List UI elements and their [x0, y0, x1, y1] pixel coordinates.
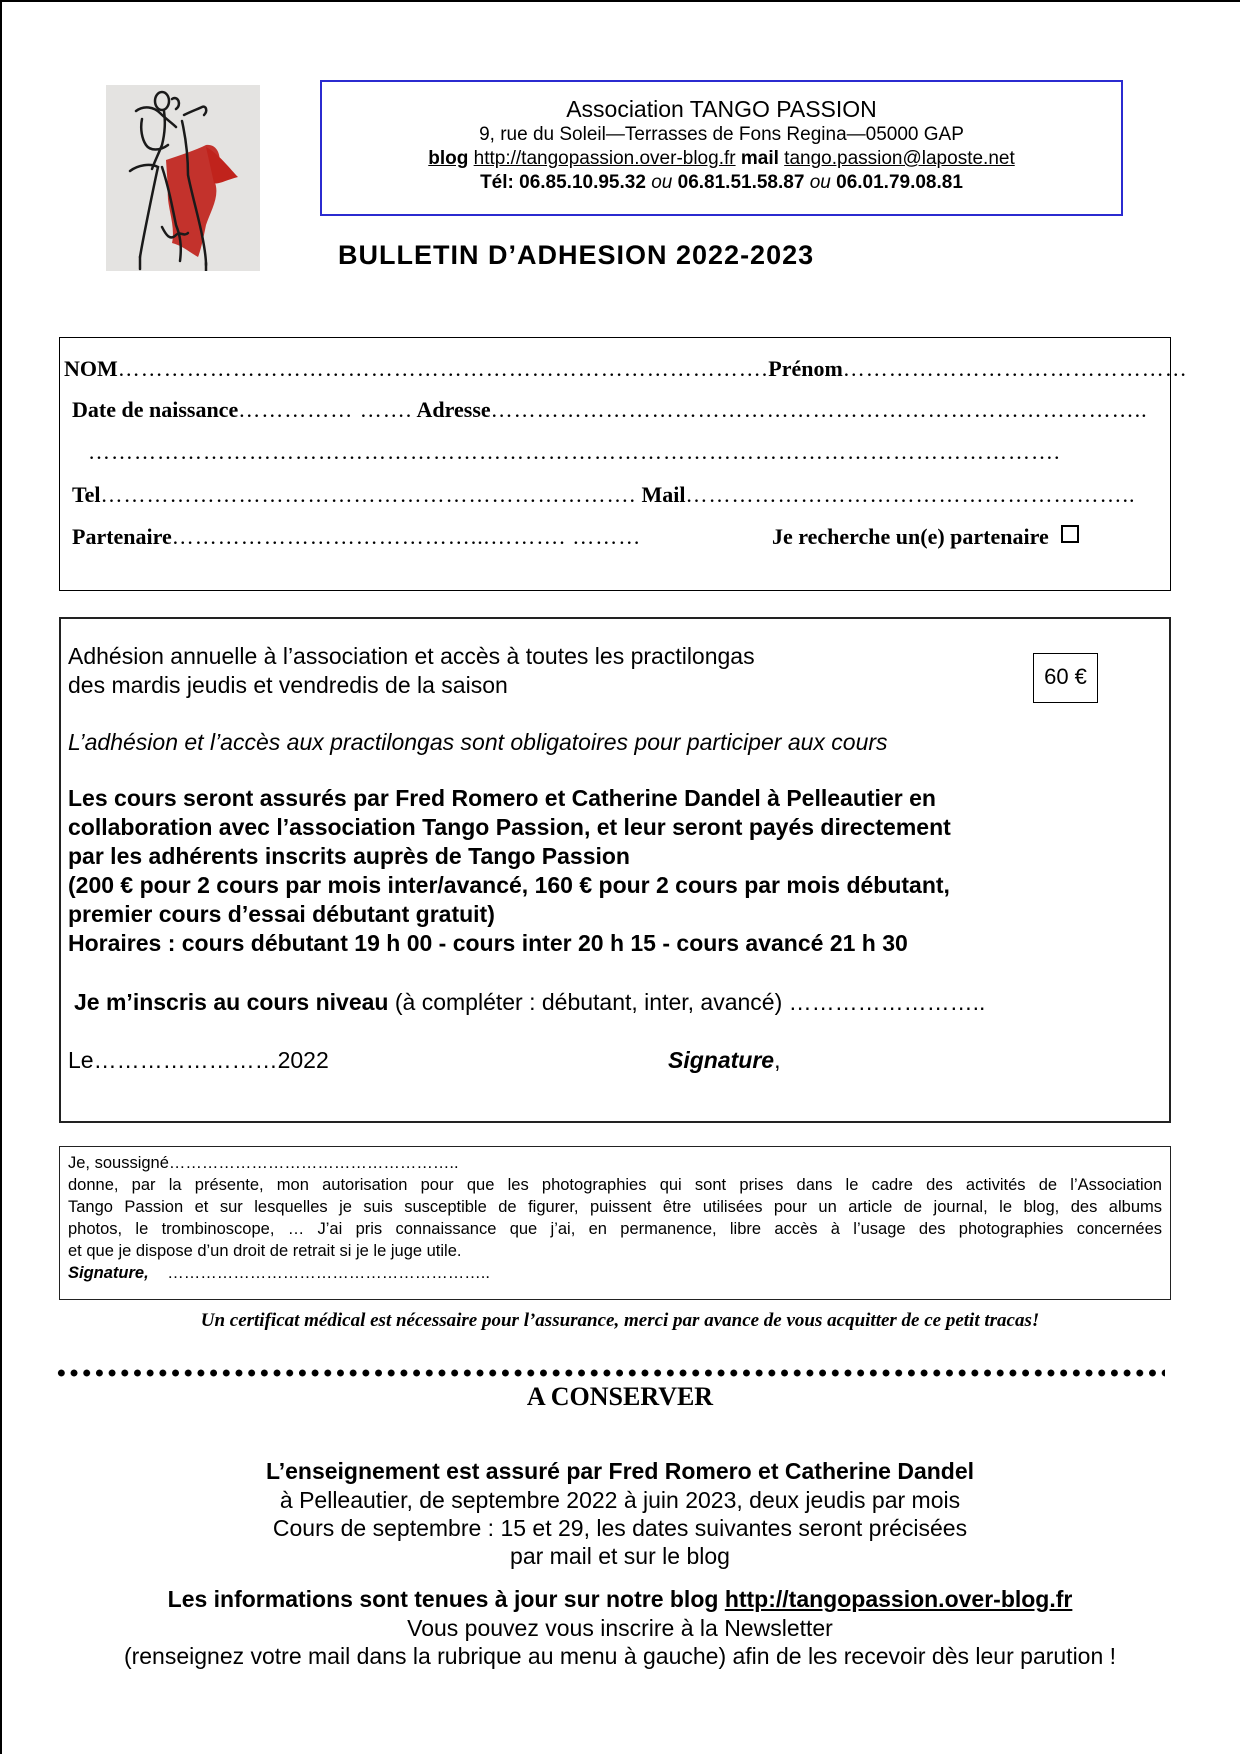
identity-form-box	[59, 337, 1188, 591]
document-title: BULLETIN D’ADHESION 2022-2023	[338, 240, 815, 270]
level-label: Je m’inscris au cours niveau	[74, 989, 389, 1015]
or-word: ou	[651, 172, 673, 193]
birth-address-row	[72, 397, 1148, 423]
prenom-label: Prénom	[768, 356, 843, 381]
phone-line	[322, 171, 1121, 194]
association-header-box	[320, 80, 1123, 216]
consent-signature-row	[68, 1262, 1162, 1284]
courses-line-4: (200 € pour 2 cours par mois inter/avancé, 160 € pour 2 cours par mois débutant,	[68, 872, 950, 898]
level-field[interactable]: (à compléter : débutant, inter, avancé) ……………………..	[394, 989, 986, 1015]
search-partner-label: Je recherche un(e) partenaire	[772, 524, 1049, 549]
signature-comma: ,	[774, 1047, 781, 1073]
partner-row	[72, 524, 641, 550]
contact-line	[322, 147, 1121, 171]
or-word: ou	[809, 172, 831, 193]
prenom-field[interactable]: ………………………………………	[842, 356, 1188, 381]
mail-field[interactable]: …………………………………………………..	[685, 482, 1136, 507]
teaching-line-2: à Pelleautier, de septembre 2022 à juin 2023, deux jeudis par mois	[279, 1487, 961, 1513]
consent-line-5: et que je dispose d’un droit de retrait si je le juge utile.	[68, 1242, 462, 1260]
nom-prenom-row	[64, 356, 1188, 382]
newsletter-line-1: Vous pouvez vous inscrire à la Newsletter	[407, 1615, 833, 1641]
tel-mail-row	[72, 482, 1136, 508]
partner-field[interactable]: …………………………………...………. ………	[171, 524, 642, 549]
membership-line-2: des mardis jeudis et vendredis de la saison	[68, 672, 508, 698]
date-row	[68, 1046, 329, 1075]
courses-line-5: premier cours d’essai débutant gratuit)	[68, 901, 495, 927]
medical-certificate-note: Un certificat médical est nécessaire pour l’assurance, merci par avance de vous acquitter de ce petit tracas!	[200, 1310, 1040, 1331]
signature-row	[668, 1046, 780, 1075]
membership-box	[59, 617, 1171, 1123]
date-year: 2022	[277, 1047, 329, 1073]
mail-link[interactable]: tango.passion@laposte.net	[784, 148, 1015, 169]
teaching-line-4: par mail et sur le blog	[510, 1543, 730, 1569]
mandatory-note: L’adhésion et l’accès aux practilongas sont obligatoires pour participer aux cours	[68, 729, 888, 755]
address-label: Adresse	[416, 397, 491, 422]
signature-label: Signature	[668, 1047, 775, 1073]
org-name: Association TANGO PASSION	[566, 96, 877, 122]
consent-line-3: Tango Passion et sur lesquelles je suis susceptible de figurer, puissent être utilisées pour un article de journal, le blog, des albums	[68, 1198, 1162, 1216]
courses-line-3: par les adhérents inscrits auprès de Tango Passion	[68, 843, 630, 869]
phone-2: 06.81.51.58.87	[677, 172, 805, 193]
blog-label: blog	[428, 148, 469, 169]
schedule-line: Horaires : cours débutant 19 h 00 - cours inter 20 h 15 - cours avancé 21 h 30	[68, 930, 908, 956]
consent-line-4: photos, le trombinoscope, … J’ai pris connaissance que j’ai, en permanence, libre accès à l’usage des photographies concernées	[68, 1220, 1162, 1238]
tango-dancers-logo-icon	[106, 85, 260, 271]
newsletter-line-2: (renseignez votre mail dans la rubrique au menu à gauche) afin de les recevoir dès leur parution !	[123, 1643, 1117, 1669]
mail-label: mail	[740, 148, 779, 169]
photo-consent-box	[59, 1146, 1171, 1300]
search-partner-checkbox[interactable]	[1061, 525, 1079, 543]
cut-line-separator	[55, 1368, 1165, 1378]
search-partner-row	[772, 524, 1079, 550]
tel-field[interactable]: …………………………………………………………….	[100, 482, 637, 507]
address-field[interactable]: …………………………………………………………………………..	[490, 397, 1148, 422]
consent-line-2: donne, par la présente, mon autorisation pour que les photographies qui sont prises dans le cadre des activités de l’Association	[68, 1176, 1162, 1194]
date-prefix: Le	[68, 1047, 94, 1073]
teaching-line-3: Cours de septembre : 15 et 29, les dates suivantes seront précisées	[272, 1515, 968, 1541]
nom-label: NOM	[64, 356, 118, 381]
tel-label: Tel	[72, 482, 101, 507]
partner-label: Partenaire	[72, 524, 172, 549]
phone-1: 06.85.10.95.32	[519, 172, 646, 193]
address-line2-row	[88, 439, 1061, 465]
org-address: 9, rue du Soleil—Terrasses de Fons Regina—05000 GAP	[479, 124, 964, 145]
birth-field[interactable]: …………… …….	[238, 397, 413, 422]
info-line	[0, 1586, 1240, 1613]
phone-3: 06.01.79.08.81	[836, 172, 963, 193]
blog-link[interactable]: http://tangopassion.over-blog.fr	[473, 148, 736, 169]
date-field[interactable]: ……………………	[93, 1047, 278, 1073]
nom-field[interactable]: ………………………………………………………………………….	[117, 356, 769, 381]
membership-line-1: Adhésion annuelle à l’association et accès à toutes les practilongas	[68, 643, 755, 669]
info-prefix: Les informations sont tenues à jour sur notre blog	[167, 1586, 719, 1612]
membership-price: 60 €	[1033, 653, 1098, 703]
consent-signature-field[interactable]: …………………………………………………..	[167, 1264, 490, 1282]
level-row	[74, 988, 985, 1017]
consent-line-1[interactable]: Je, soussigné……………………………………………..	[68, 1154, 459, 1172]
teaching-title: L’enseignement est assuré par Fred Romero et Catherine Dandel	[265, 1458, 975, 1484]
keep-section-heading: A CONSERVER	[526, 1382, 714, 1411]
address-line2-field[interactable]: ……………………………………………………………………………………………………………….	[88, 439, 1061, 464]
mail-label: Mail	[641, 482, 686, 507]
consent-signature-label: Signature,	[68, 1264, 149, 1282]
tel-label: Tél:	[480, 172, 514, 193]
info-blog-link[interactable]: http://tangopassion.over-blog.fr	[724, 1586, 1073, 1612]
courses-line-1: Les cours seront assurés par Fred Romero et Catherine Dandel à Pelleautier en	[68, 785, 936, 811]
birth-label: Date de naissance	[72, 397, 239, 422]
courses-line-2: collaboration avec l’association Tango Passion, et leur seront payés directement	[68, 814, 951, 840]
